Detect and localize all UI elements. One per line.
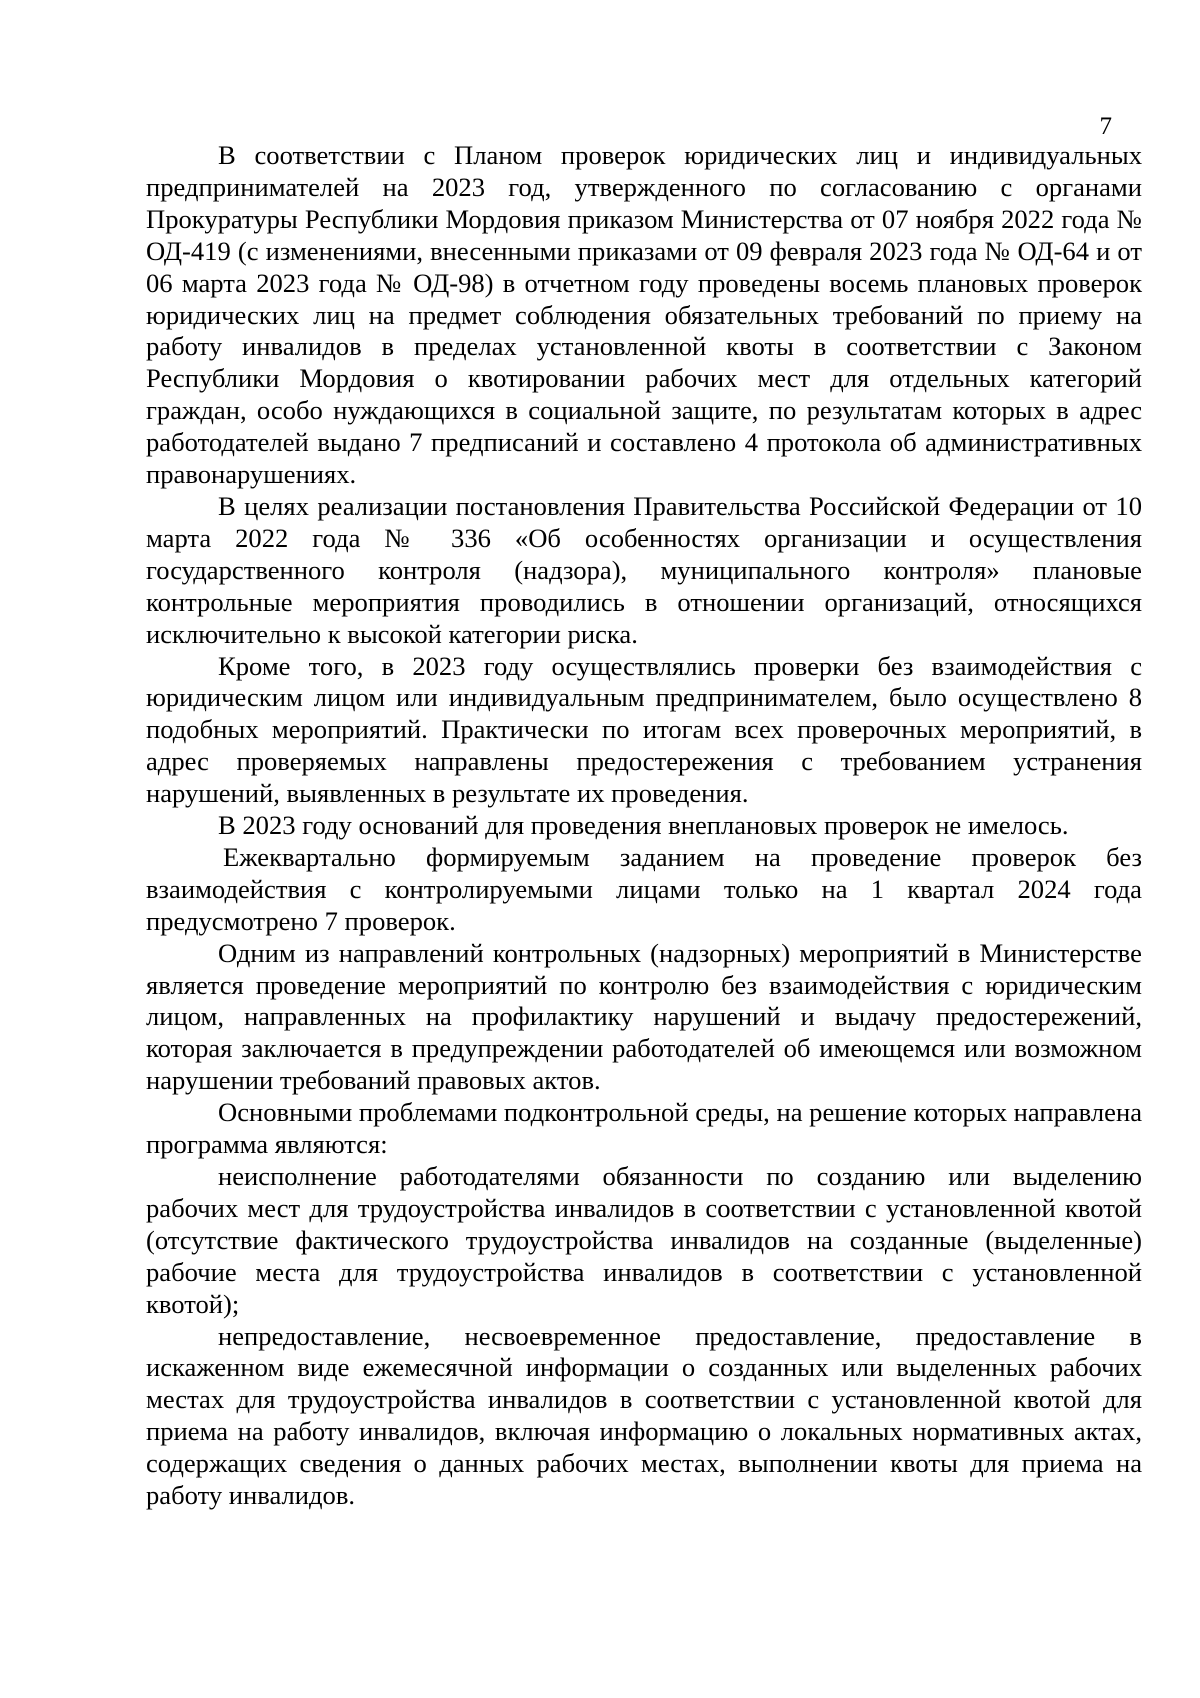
paragraph-problem-quota-jobs: неисполнение работодателями обязанности по созданию или выделению рабочих мест для трудоустройства инвалидов в соответствии с установленной квотой (отсутствие фактического трудоустройства инвалидов на созданные (выделенные) рабочие места для трудоустройства инвалидов в соответствии с установленной квотой); [146,1161,1142,1319]
paragraph-government-decree: В целях реализации постановления Правительства Российской Федерации от 10 марта 2022 года № 336 «Об особенностях организации и осуществления государственного контроля (надзора), муниципального контроля» плановые контрольные мероприятия проводились в отношении организаций, относящихся исключительно к высокой категории риска. [146,490,1142,649]
page-number: 7 [1099,113,1112,140]
paragraph-problem-monthly-information: непредоставление, несвоевременное предоставление, предоставление в искаженном виде ежемесячной информации о созданных или выделенных рабочих местах для трудоустройства инвалидов в соответствии с установленной квотой для приема на работу инвалидов, включая информацию о локальных нормативных актах, содержащих сведения о данных рабочих местах, выполнении квоты для приема на работу инвалидов. [146,1320,1142,1511]
paragraph-unscheduled-inspections: В 2023 году оснований для проведения внеплановых проверок не имелось. [218,810,1069,841]
paragraph-inspection-plan: В соответствии с Планом проверок юридических лиц и индивидуальных предпринимателей на 2023 год, утвержденного по согласованию с органами Прокуратуры Республики Мордовия приказом Министерства от 07 ноября 2022 года № ОД-419 (с изменениями, внесенными приказами от 09 февраля 2023 года № ОД-64 и от 06 марта 2023 года № ОД-98) в отчетном году проведены восемь плановых проверок юридических лиц на предмет соблюдения обязательных требований по приему на работу инвалидов в пределах установленной квоты в соответствии с Законом Республики Мордовия о квотировании рабочих мест для отдельных категорий граждан, особо нуждающихся в социальной защите, по результатам которых в адрес работодателей выдано 7 предписаний и составлено 4 протокола об административных правонарушениях. [146,140,1142,490]
paragraph-control-directions: Одним из направлений контрольных (надзорных) мероприятий в Министерстве является проведение мероприятий по контролю без взаимодействия с юридическим лицом, направленных на профилактику нарушений и выдачу предостережений, которая заключается в предупреждении работодателей об имеющемся или возможном нарушении требований правовых актов. [146,937,1142,1096]
paragraph-main-problems: Основными проблемами подконтрольной среды, на решение которых направлена программа являются: [146,1097,1142,1160]
paragraph-inspections-without-interaction: Кроме того, в 2023 году осуществлялись проверки без взаимодействия с юридическим лицом или индивидуальным предпринимателем, было осуществлено 8 подобных мероприятий. Практически по итогам всех проверочных мероприятий, в адрес проверяемых направлены предостережения с требованием устранения нарушений, выявленных в результате их проведения. [146,650,1142,809]
document-body [146,140,1142,1512]
paragraph-quarterly-task: Ежеквартально формируемым заданием на проведение проверок без взаимодействия с контролируемыми лицами только на 1 квартал 2024 года предусмотрено 7 проверок. [146,841,1142,936]
